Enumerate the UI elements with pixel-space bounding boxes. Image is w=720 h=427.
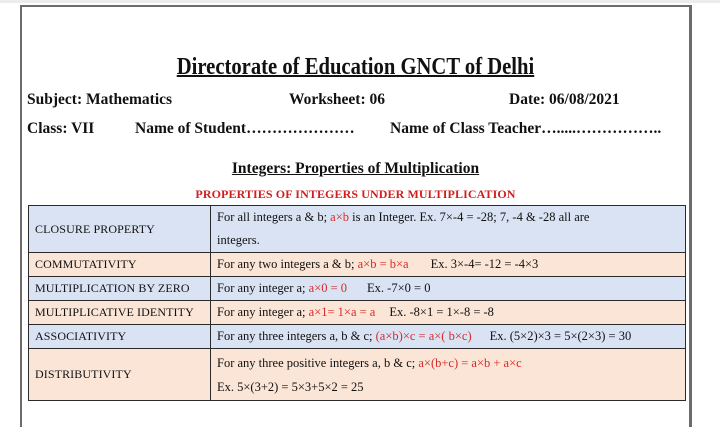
property-rule: a×0 = 0 xyxy=(308,281,348,295)
example-text: Ex. (5×2)×3 = 5×(2×3) = 30 xyxy=(489,329,632,343)
description-text: For any three integers a, b & c; xyxy=(217,329,376,343)
topic-heading: Integers: Properties of Multiplication xyxy=(231,160,480,177)
property-rule: a×b = b×a xyxy=(357,257,409,271)
property-rule: a×b xyxy=(330,210,350,224)
property-description xyxy=(211,301,686,325)
table-row-closure xyxy=(29,206,686,253)
description-continuation: integers. xyxy=(217,233,260,247)
property-description xyxy=(211,325,686,349)
table-row-distributivity xyxy=(29,349,686,401)
example-text: Ex. -7×0 = 0 xyxy=(367,281,431,295)
property-name: COMMUTATIVITY xyxy=(29,253,211,277)
property-rule: a×(b+c) = a×b + a×c xyxy=(418,355,522,370)
class-teacher-field: Name of Class Teacher….....…………….. xyxy=(390,120,662,137)
student-name-field: Name of Student………………… xyxy=(135,120,355,137)
example-text: is an Integer. Ex. 7×-4 = -28; 7, -4 & -28 all are xyxy=(349,210,590,224)
table-row-commutativity xyxy=(29,253,686,277)
property-description xyxy=(211,206,686,253)
property-rule: a×1= 1×a = a xyxy=(308,305,376,319)
worksheet-number: Worksheet: 06 xyxy=(289,91,386,108)
description-text: For any three positive integers a, b & c; xyxy=(217,355,419,370)
description-text: For all integers a & b; xyxy=(217,210,331,224)
viewer-top-strip xyxy=(0,0,720,3)
property-description xyxy=(211,349,686,401)
property-name: CLOSURE PROPERTY xyxy=(29,206,211,253)
property-description xyxy=(211,277,686,301)
example-text: Ex. 3×-4= -12 = -4×3 xyxy=(430,257,539,271)
document-title: Directorate of Education GNCT of Delhi xyxy=(176,54,535,80)
property-name: MULTIPLICATIVE IDENTITY xyxy=(29,301,211,325)
property-name: ASSOCIATIVITY xyxy=(29,325,211,349)
table-row-multiplicative-identity xyxy=(29,301,686,325)
property-name: MULTIPLICATION BY ZERO xyxy=(29,277,211,301)
property-rule: (a×b)×c = a×( b×c) xyxy=(375,329,472,343)
example-text: Ex. -8×1 = 1×-8 = -8 xyxy=(389,305,494,319)
description-text: For any integer a; xyxy=(217,281,309,295)
worksheet-page xyxy=(20,5,692,427)
property-description xyxy=(211,253,686,277)
example-text: Ex. 5×(3+2) = 5×3+5×2 = 25 xyxy=(217,379,364,394)
subject-label: Subject: Mathematics xyxy=(27,91,173,108)
properties-table xyxy=(28,205,686,401)
table-row-multiplication-by-zero xyxy=(29,277,686,301)
table-row-associativity xyxy=(29,325,686,349)
description-text: For any two integers a & b; xyxy=(217,257,358,271)
worksheet-date: Date: 06/08/2021 xyxy=(509,91,620,108)
table-heading: PROPERTIES OF INTEGERS UNDER MULTIPLICATION xyxy=(195,187,516,201)
class-label: Class: VII xyxy=(27,120,95,137)
property-name: DISTRIBUTIVITY xyxy=(29,349,211,401)
description-text: For any integer a; xyxy=(217,305,309,319)
